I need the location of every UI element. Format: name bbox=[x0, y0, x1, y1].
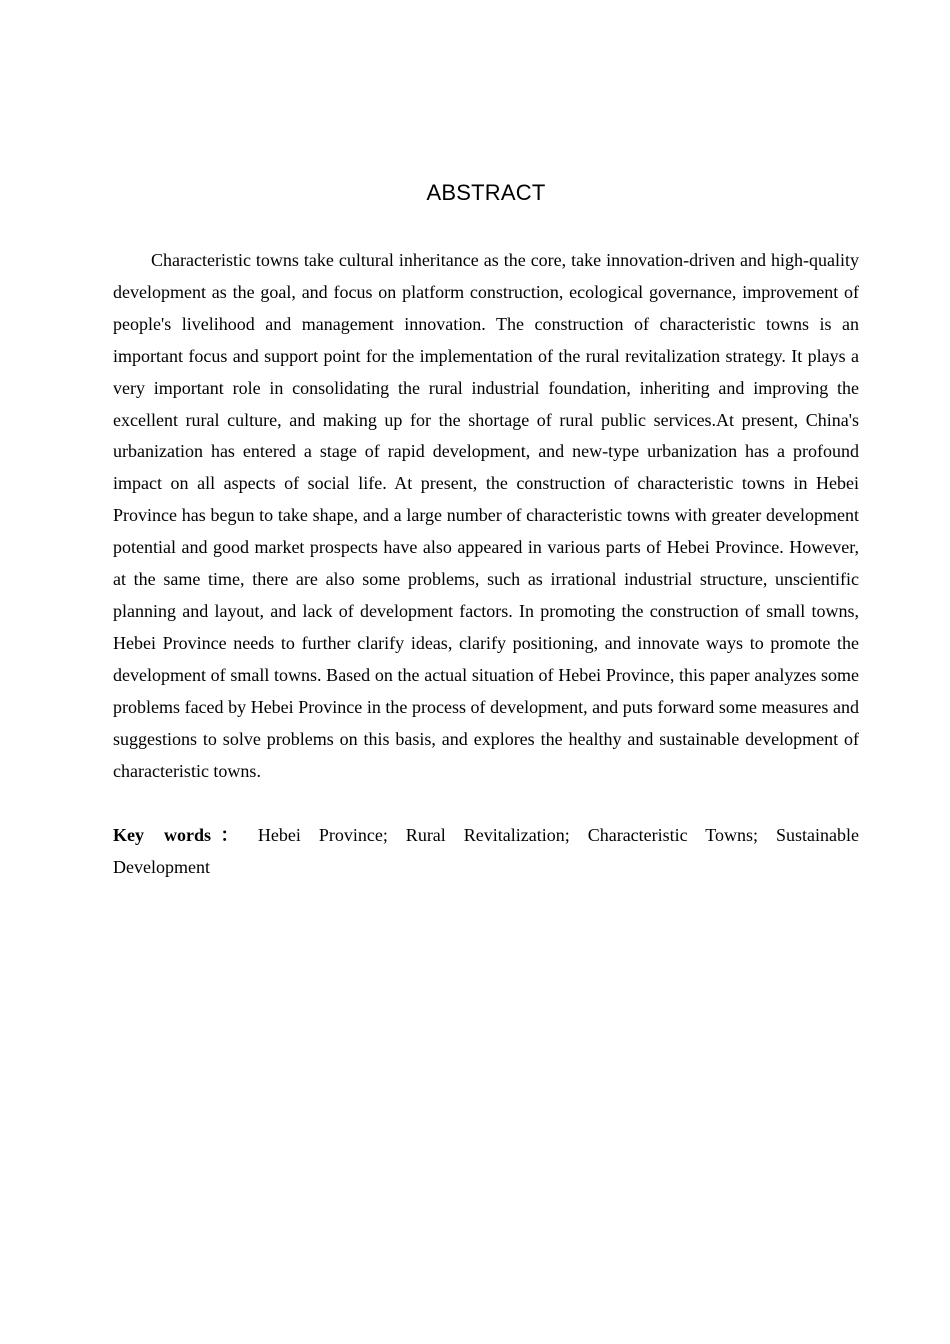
keywords-values: Hebei Province; Rural Revitalization; Characteristic Towns; Sustainable Development bbox=[113, 825, 859, 877]
keywords-label: Key words bbox=[113, 825, 211, 845]
keywords-line bbox=[113, 820, 859, 884]
abstract-title: ABSTRACT bbox=[426, 180, 546, 205]
abstract-body: Characteristic towns take cultural inheritance as the core, take innovation-driven and high-quality development as the goal, and focus on platform construction, ecological governance, improvement of people's livelihood and management innovation. The construction of characteristic towns is an important focus and support point for the implementation of the rural revitalization strategy. It plays a very important role in consolidating the rural industrial foundation, inheriting and improving the excellent rural culture, and making up for the shortage of rural public services.At present, China's urbanization has entered a stage of rapid development, and new-type urbanization has a profound impact on all aspects of social life. At present, the construction of characteristic towns in Hebei Province has begun to take shape, and a large number of characteristic towns with greater development potential and good market prospects have also appeared in various parts of Hebei Province. However, at the same time, there are also some problems, such as irrational industrial structure, unscientific planning and layout, and lack of development factors. In promoting the construction of small towns, Hebei Province needs to further clarify ideas, clarify positioning, and innovate ways to promote the development of small towns. Based on the actual situation of Hebei Province, this paper analyzes some problems faced by Hebei Province in the process of development, and puts forward some measures and suggestions to solve problems on this basis, and explores the healthy and sustainable development of characteristic towns. bbox=[113, 250, 859, 781]
keywords-separator: ： bbox=[210, 825, 248, 845]
